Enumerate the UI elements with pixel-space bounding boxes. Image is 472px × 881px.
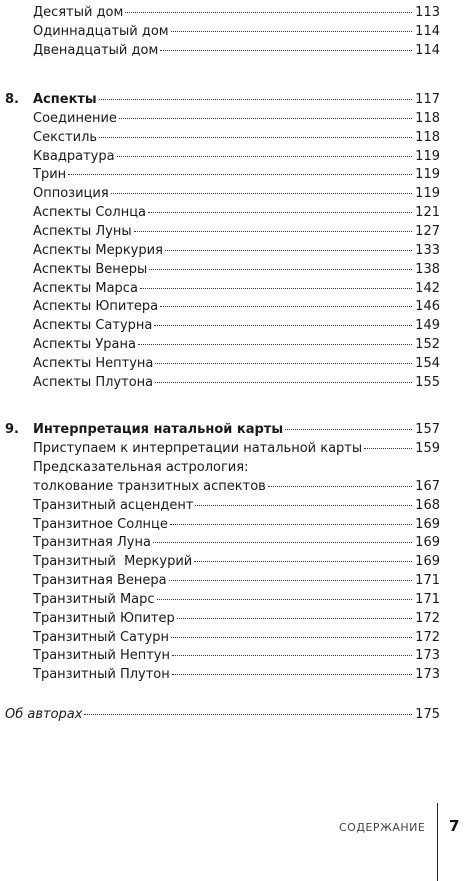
- toc-entry-page: 114: [415, 43, 440, 58]
- toc-entry-title: Транзитный Сатурн: [33, 630, 169, 645]
- toc-entry-title: Аспекты Солнца: [33, 205, 147, 220]
- section-number: 8.: [5, 92, 19, 107]
- footer-divider: [437, 803, 438, 881]
- dot-leader: [111, 193, 413, 194]
- toc-entry: [33, 354, 440, 373]
- toc-entry: [33, 646, 440, 665]
- toc-entry: [33, 590, 440, 609]
- toc-entry: [33, 477, 440, 496]
- toc-entry-page: 154: [415, 356, 440, 371]
- dot-leader: [134, 231, 413, 232]
- section-title: Интерпретация натальной карты: [33, 422, 284, 437]
- toc-entry-title: Аспекты Урана: [33, 337, 136, 352]
- toc-entry-title: Аспекты Плутона: [33, 375, 154, 390]
- running-footer-label: СОДЕРЖАНИЕ: [339, 821, 426, 834]
- dot-leader: [140, 288, 412, 289]
- toc-entry-title: Одиннадцатый дом: [33, 24, 169, 39]
- toc-entry-page: 142: [415, 281, 440, 296]
- toc-entry: [33, 571, 440, 590]
- toc-entry-page: 119: [415, 149, 440, 164]
- toc-entry-page: 152: [415, 337, 440, 352]
- toc-entry: [33, 373, 440, 392]
- toc-entry-page: 172: [415, 630, 440, 645]
- toc-entry: [33, 41, 440, 60]
- toc-entry-page: 167: [415, 479, 440, 494]
- toc-entry: [33, 260, 440, 279]
- toc-entry-page: 168: [415, 498, 440, 513]
- toc-entry: [33, 335, 440, 354]
- dot-leader: [119, 118, 412, 119]
- toc-entry: [33, 628, 440, 647]
- dot-leader: [285, 429, 412, 430]
- dot-leader: [99, 137, 412, 138]
- toc-entry-page: 159: [415, 441, 440, 456]
- section-title: Аспекты: [33, 92, 97, 107]
- dot-leader: [172, 674, 412, 675]
- dot-leader: [170, 524, 412, 525]
- toc-entry-page: 121: [415, 205, 440, 220]
- toc-entry-page: 119: [415, 167, 440, 182]
- dot-leader: [68, 174, 412, 175]
- dot-leader: [155, 382, 412, 383]
- toc-entry-title: Аспекты Луны: [33, 224, 132, 239]
- toc-entry-title: Транзитная Луна: [33, 535, 151, 550]
- dot-leader: [155, 363, 412, 364]
- dot-leader: [154, 325, 412, 326]
- dot-leader: [171, 637, 412, 638]
- toc-entry-page: 155: [415, 375, 440, 390]
- toc-entry-title: Аспекты Нептуна: [33, 356, 154, 371]
- toc-entry: [33, 109, 440, 128]
- toc-entry: [33, 552, 440, 571]
- toc-entry-page: 118: [415, 111, 440, 126]
- toc-entry: [33, 22, 440, 41]
- toc-entry-title: Транзитный Плутон: [33, 667, 170, 682]
- toc-entry-page: 113: [415, 5, 440, 20]
- section-heading: [33, 420, 440, 439]
- toc-entry: [33, 147, 440, 166]
- toc-entry: [33, 297, 440, 316]
- toc-entry: [33, 439, 440, 458]
- section-number: 9.: [5, 422, 19, 437]
- dot-leader: [160, 306, 412, 307]
- dot-leader: [171, 31, 413, 32]
- toc-entry: [33, 184, 440, 203]
- toc-entry: [33, 515, 440, 534]
- toc-entry: [33, 3, 440, 22]
- toc-entry-page: 175: [415, 707, 440, 722]
- dot-leader: [117, 156, 413, 157]
- toc-entry-page: 119: [415, 186, 440, 201]
- dot-leader: [138, 344, 412, 345]
- toc-entry-page: 169: [415, 535, 440, 550]
- toc-entry: [33, 128, 440, 147]
- page-number: 7: [449, 817, 460, 835]
- toc-entry-title: Десятый дом: [33, 5, 124, 20]
- section-heading: [33, 90, 440, 109]
- toc-entry-title: Аспекты Венеры: [33, 262, 148, 277]
- toc-entry: [33, 609, 440, 628]
- toc-entry: [33, 279, 440, 298]
- dot-leader: [169, 580, 413, 581]
- dot-leader: [99, 99, 412, 100]
- toc-entry-title: Соединение: [33, 111, 117, 126]
- toc-entry-title: Транзитный Юпитер: [33, 611, 175, 626]
- toc-entry-title: Приступаем к интерпретации натальной карты: [33, 441, 363, 456]
- dot-leader: [268, 486, 412, 487]
- section-page: 157: [415, 422, 440, 437]
- dot-leader: [84, 714, 412, 715]
- toc-entry-page: 171: [415, 573, 440, 588]
- toc-entry-title: Транзитный Нептун: [33, 648, 170, 663]
- toc-entry-title: Аспекты Юпитера: [33, 299, 159, 314]
- toc-entry-title: Об авторах: [5, 707, 83, 722]
- toc-entry-page: 173: [415, 667, 440, 682]
- toc-entry-title: Транзитный Меркурий: [33, 554, 193, 569]
- toc-entry-title: Аспекты Сатурна: [33, 318, 153, 333]
- toc-entry-title: Транзитный Марс: [33, 592, 155, 607]
- dot-leader: [149, 269, 412, 270]
- section-page: 117: [415, 92, 440, 107]
- dot-leader: [125, 12, 412, 13]
- toc-entry-title: Аспекты Меркурия: [33, 243, 163, 258]
- toc-entry-title: Квадратура: [33, 149, 115, 164]
- toc-entry: [33, 241, 440, 260]
- toc-entry-page: 169: [415, 517, 440, 532]
- toc-entry-page: 114: [415, 24, 440, 39]
- toc-entry-title: Оппозиция: [33, 186, 109, 201]
- toc-entry-title: Секстиль: [33, 130, 98, 145]
- dot-leader: [153, 542, 412, 543]
- toc-entry-page: 172: [415, 611, 440, 626]
- toc-entry-title: Двенадцатый дом: [33, 43, 159, 58]
- dot-leader: [157, 599, 413, 600]
- toc-entry-about-authors: [5, 705, 440, 724]
- toc-entry-title: Предсказательная астрология:: [33, 460, 249, 475]
- toc-entry-page: 169: [415, 554, 440, 569]
- dot-leader: [177, 618, 412, 619]
- toc-entry: [33, 496, 440, 515]
- toc-entry-page: 171: [415, 592, 440, 607]
- toc-entry-page: 127: [415, 224, 440, 239]
- toc-entry-page: 133: [415, 243, 440, 258]
- dot-leader: [194, 561, 412, 562]
- dot-leader: [160, 50, 412, 51]
- toc-entry: [33, 222, 440, 241]
- toc-entry: [33, 316, 440, 335]
- dot-leader: [148, 212, 412, 213]
- toc-entry-title: толкование транзитных аспектов: [33, 479, 266, 494]
- toc-entry: [33, 533, 440, 552]
- toc-entry-page: 138: [415, 262, 440, 277]
- toc-entry-title: Транзитный асцендент: [33, 498, 194, 513]
- toc-entry: [33, 203, 440, 222]
- toc-entry: [33, 165, 440, 184]
- dot-leader: [364, 448, 412, 449]
- toc-entry-title: Аспекты Марса: [33, 281, 138, 296]
- toc-entry-page: 118: [415, 130, 440, 145]
- dot-leader: [172, 655, 412, 656]
- dot-leader: [165, 250, 412, 251]
- toc-entry-page: 149: [415, 318, 440, 333]
- toc-entry-page: 173: [415, 648, 440, 663]
- toc-entry-title: Транзитная Венера: [33, 573, 167, 588]
- toc-entry-title: Трин: [33, 167, 67, 182]
- toc-entry-title: Транзитное Солнце: [33, 517, 168, 532]
- dot-leader: [195, 505, 412, 506]
- toc-entry: [33, 665, 440, 684]
- toc-entry-page: 146: [415, 299, 440, 314]
